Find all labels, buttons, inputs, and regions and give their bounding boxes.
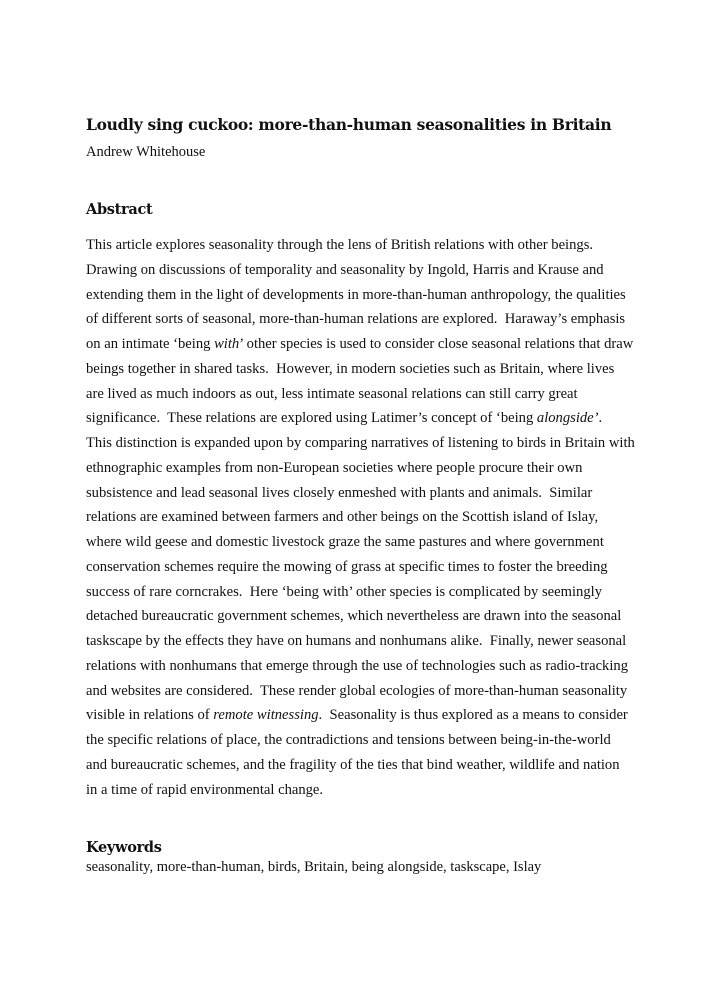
abstract-text: conservation schemes require the mowing of grass at specific times to foster the breeding [86, 558, 608, 575]
abstract-text: . Seasonality is thus explored as a means to consider [318, 707, 628, 724]
abstract-text: in a time of rapid environmental change. [86, 781, 324, 798]
abstract-line [86, 481, 635, 506]
abstract-text: of different sorts of seasonal, more-than-human relations are explored. Haraway’s emphasis [86, 311, 626, 328]
abstract-line [86, 357, 635, 382]
abstract-text: detached bureaucratic government schemes, which nevertheless are drawn into the seasonal [86, 608, 622, 625]
abstract-heading: Abstract [86, 201, 153, 218]
abstract-text: significance. These relations are explored using Latimer’s concept of ‘being [86, 410, 537, 427]
abstract-line [86, 307, 635, 332]
abstract-line [86, 703, 635, 728]
abstract-text: This article explores seasonality through the lens of British relations with other beings. [86, 237, 594, 253]
abstract-line [86, 505, 635, 530]
abstract-line [86, 283, 635, 308]
abstract-line [86, 456, 635, 481]
abstract-line [86, 654, 635, 679]
abstract-text: and bureaucratic schemes, and the fragility of the ties that bind weather, wildlife and nation [86, 756, 620, 773]
abstract-text: where wild geese and domestic livestock graze the same pastures and where government [86, 534, 604, 550]
keywords-heading: Keywords [86, 839, 162, 856]
abstract-italic-text: alongside’ [536, 410, 599, 427]
abstract-line [86, 728, 635, 753]
abstract-line [86, 555, 635, 580]
abstract-italic-text: remote witnessing [213, 707, 319, 724]
abstract-line [86, 753, 635, 778]
abstract-text: Drawing on discussions of temporality and seasonality by Ingold, Harris and Krause and [86, 261, 604, 278]
abstract-line [86, 604, 635, 629]
paper-title: Loudly sing cuckoo: more-than-human seasonalities in Britain [86, 115, 612, 134]
abstract-body [86, 233, 635, 802]
abstract-text: subsistence and lead seasonal lives closely enmeshed with plants and animals. Similar [86, 484, 593, 501]
abstract-text: extending them in the light of developments in more-than-human anthropology, the qualities [86, 286, 626, 303]
abstract-line [86, 406, 635, 431]
abstract-line [86, 530, 635, 555]
abstract-text: relations are examined between farmers and other beings on the Scottish island of Islay, [86, 509, 599, 526]
abstract-text: are lived as much indoors as out, less intimate seasonal relations can still carry great [86, 385, 578, 402]
abstract-text: on an intimate ‘being [86, 336, 215, 352]
abstract-line [86, 778, 635, 803]
abstract-text: ’ other species is used to consider close seasonal relations that draw [239, 336, 634, 352]
abstract-text: visible in relations of [86, 707, 214, 724]
abstract-line [86, 629, 635, 654]
abstract-text: relations with nonhumans that emerge through the use of technologies such as radio-tracking [86, 657, 628, 674]
abstract-italic-text: with [214, 336, 240, 352]
keywords-list: seasonality, more-than-human, birds, Britain, being alongside, taskscape, Islay [86, 859, 542, 875]
abstract-text: beings together in shared tasks. However, in modern societies such as Britain, where lives [86, 360, 615, 377]
abstract-line [86, 431, 635, 456]
abstract-line [86, 679, 635, 704]
abstract-text: success of rare corncrakes. Here ‘being with’ other species is complicated by seemingly [86, 583, 602, 600]
abstract-line [86, 258, 635, 283]
abstract-line [86, 332, 635, 357]
abstract-text: taskscape by the effects they have on humans and nonhumans alike. Finally, newer seasonal [86, 633, 627, 649]
abstract-text: ethnographic examples from non-European societies where people procure their own [86, 459, 583, 476]
abstract-text: and websites are considered. These render global ecologies of more-than-human seasonality [86, 682, 628, 699]
abstract-line [86, 233, 635, 258]
abstract-text: . [598, 410, 603, 427]
abstract-line [86, 382, 635, 407]
abstract-text: This distinction is expanded upon by comparing narratives of listening to birds in Britain with [86, 435, 635, 451]
abstract-line [86, 580, 635, 605]
author-name: Andrew Whitehouse [86, 144, 206, 160]
abstract-text: the specific relations of place, the contradictions and tensions between being-in-the-world [86, 732, 611, 748]
